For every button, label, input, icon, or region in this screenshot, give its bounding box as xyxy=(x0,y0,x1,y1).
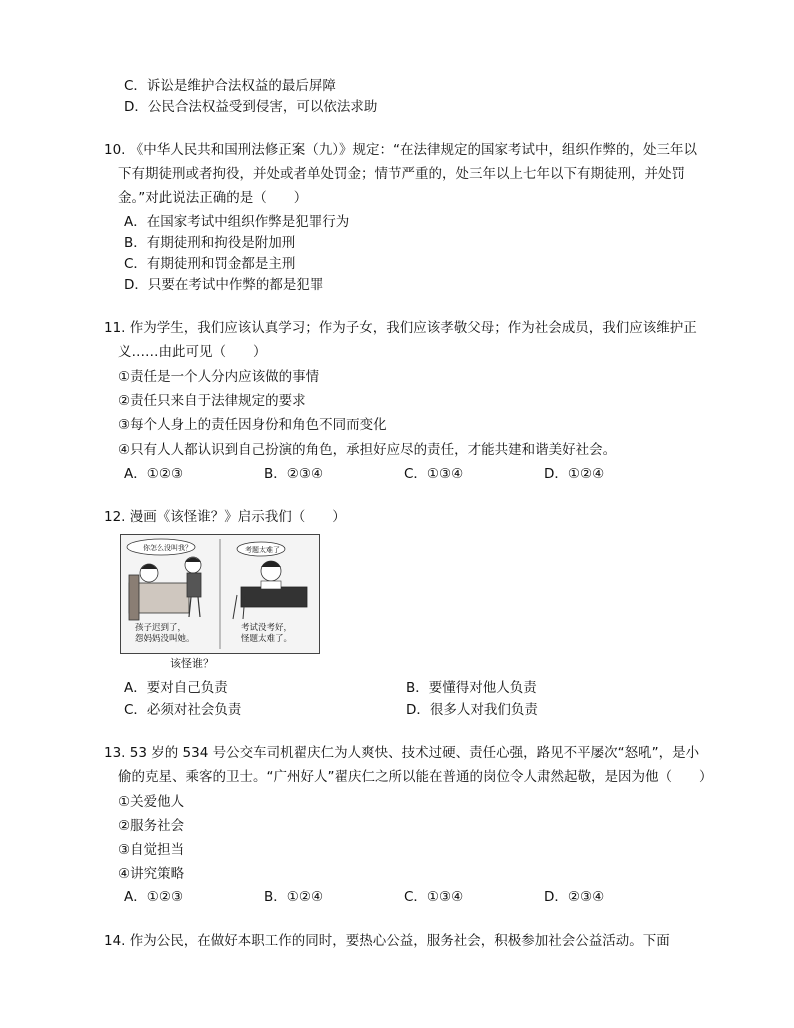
q12-stem: 12. 漫画《该怪谁？》启示我们（ ） xyxy=(104,509,346,525)
q13-statement-1: ①关爱他人 xyxy=(118,794,185,810)
q11-stem-line2: 义……由此可见（ ） xyxy=(118,344,267,360)
q10-option-b: B．有期徒刑和拘役是附加刑 xyxy=(124,235,296,251)
q11-option-b: B．②③④ xyxy=(264,466,324,482)
comic-caption-left xyxy=(135,623,195,645)
q11-statement-1: ①责任是一个人分内应该做的事情 xyxy=(118,369,320,385)
q13-stem-line1: 13. 53 岁的 534 号公交车司机翟庆仁为人爽快、技术过硬、责任心强，路见不平屡次“怒吼”，是小 xyxy=(104,745,700,761)
q11-statement-3: ③每个人身上的责任因身份和角色不同而变化 xyxy=(118,417,387,433)
q11-option-c: C．①③④ xyxy=(404,466,464,482)
q11-option-d: D．①②④ xyxy=(544,466,605,482)
q13-option-c: C．①③④ xyxy=(404,889,464,905)
q10-stem-line1: 10. 《中华人民共和国刑法修正案（九）》规定：“在法律规定的国家考试中，组织作弊的，处三年以 xyxy=(104,142,698,158)
comic-caption-right-line1: 考试没考好， xyxy=(241,623,293,633)
q9-option-c: C．诉讼是维护合法权益的最后屏障 xyxy=(124,78,336,94)
comic-title: 该怪谁？ xyxy=(170,657,214,670)
q11-statement-4: ④只有人人都认识到自己扮演的角色，承担好应尽的责任，才能共建和谐美好社会。 xyxy=(118,442,617,458)
q14-stem-line1: 14. 作为公民，在做好本职工作的同时，要热心公益，服务社会，积极参加社会公益活动。下面 xyxy=(104,933,670,949)
q12-option-c: C．必须对社会负责 xyxy=(124,702,242,718)
comic-bubble-left: 你怎么没叫我？ xyxy=(143,544,192,552)
q10-stem-line3: 金。”对此说法正确的是（ ） xyxy=(118,190,308,206)
q11-stem-line1: 11. 作为学生，我们应该认真学习；作为子女，我们应该孝敬父母；作为社会成员，我们应该维护正 xyxy=(104,320,697,336)
comic-bubble-right: 考题太难了 xyxy=(245,546,280,554)
q13-statement-2: ②服务社会 xyxy=(118,818,185,834)
q12-option-b: B．要懂得对他人负责 xyxy=(406,680,537,696)
comic-caption-right-line2: 怪题太难了。 xyxy=(241,634,293,644)
comic-image xyxy=(120,534,320,654)
comic-caption-left-line2: 怨妈妈没叫她。 xyxy=(135,634,195,644)
comic-caption-right xyxy=(241,623,292,645)
q12-option-d: D．很多人对我们负责 xyxy=(406,702,538,718)
comic-caption-left-line1: 孩子迟到了， xyxy=(135,623,187,633)
q13-option-d: D．②③④ xyxy=(544,889,605,905)
q10-option-d: D．只要在考试中作弊的都是犯罪 xyxy=(124,277,324,293)
q11-option-a: A．①②③ xyxy=(124,466,184,482)
q10-option-a: A．在国家考试中组织作弊是犯罪行为 xyxy=(124,214,350,230)
q10-option-c: C．有期徒刑和罚金都是主刑 xyxy=(124,256,296,272)
q13-statement-3: ③自觉担当 xyxy=(118,842,185,858)
q13-option-b: B．①②④ xyxy=(264,889,324,905)
q9-option-d: D．公民合法权益受到侵害，可以依法求助 xyxy=(124,99,378,115)
q12-option-a: A．要对自己负责 xyxy=(124,680,228,696)
q13-statement-4: ④讲究策略 xyxy=(118,866,185,882)
q13-option-a: A．①②③ xyxy=(124,889,184,905)
q10-stem-line2: 下有期徒刑或者拘役，并处或者单处罚金；情节严重的，处三年以上七年以下有期徒刑，并处罚 xyxy=(118,166,685,182)
q11-statement-2: ②责任只来自于法律规定的要求 xyxy=(118,393,306,409)
q13-stem-line2: 偷的克星、乘客的卫士。“广州好人”翟庆仁之所以能在普通的岗位令人肃然起敬，是因为他（ ） xyxy=(118,769,713,785)
